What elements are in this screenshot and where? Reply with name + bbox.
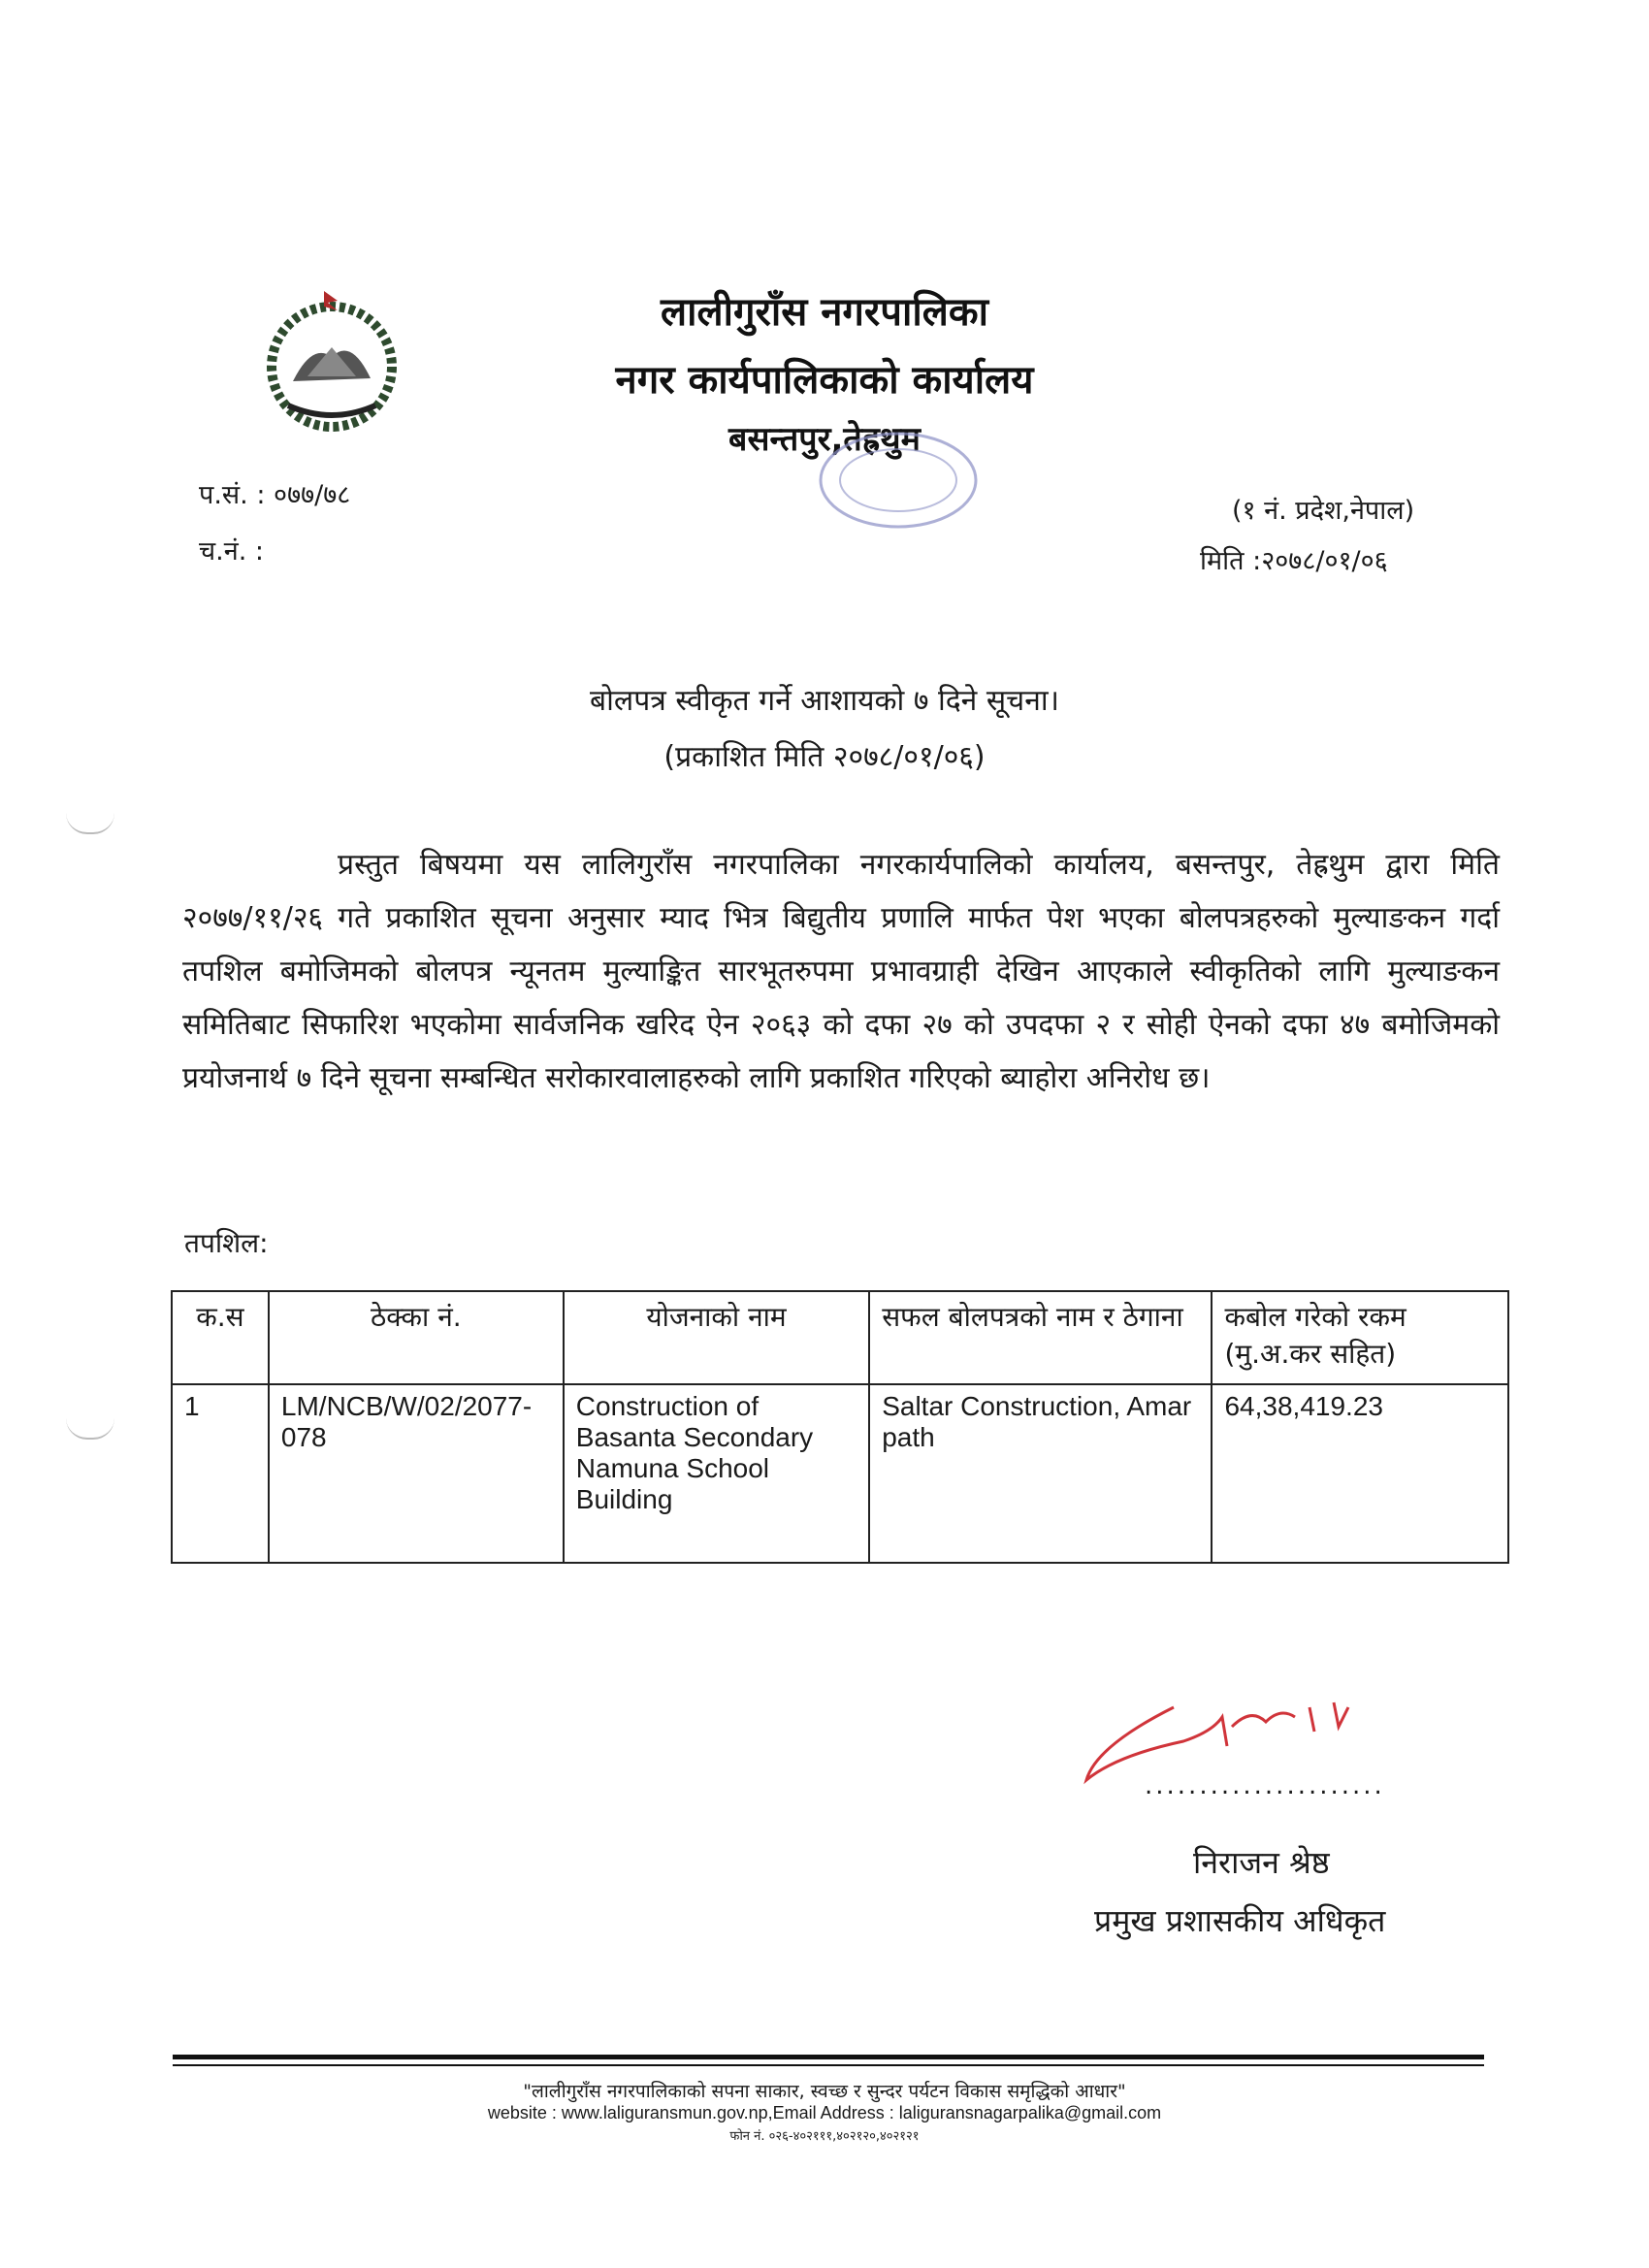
published-date: (प्रकाशित मिति २०७८/०१/०६)	[663, 740, 986, 774]
notice-title: बोलपत्र स्वीकृत गर्ने आशायको ७ दिने सूचना।	[590, 684, 1059, 718]
cell-amount: 64,38,419.23	[1212, 1384, 1508, 1563]
header-amount: कबोल गरेको रकम (मु.अ.कर सहित)	[1212, 1291, 1508, 1384]
signature-line: ......................	[1145, 1771, 1385, 1800]
punch-hole-mark	[66, 1418, 114, 1440]
org-name: लालीगुराँस नगरपालिका	[661, 290, 988, 335]
bid-table	[171, 1290, 1509, 1564]
table-row	[172, 1384, 1508, 1563]
header-sn: क.स	[172, 1291, 269, 1384]
office-location: बसन्तपुर,तेह्रथुम	[728, 420, 921, 459]
footer-slogan: "लालीगुराँस नगरपालिकाको सपना साकार, स्वच्छ र सुन्दर पर्यटन विकास समृद्धिको आधार"	[523, 2081, 1126, 2102]
province: (१ नं. प्रदेश,नेपाल)	[1232, 496, 1415, 526]
footer-contact: website : www.laliguransmun.gov.np,Email Address : laliguransnagarpalika@gmail.com	[487, 2103, 1162, 2122]
punch-hole-mark	[66, 813, 114, 834]
office-name: नगर कार्यपालिकाको कार्यालय	[615, 358, 1034, 403]
signatory-title: प्रमुख प्रशासकीय अधिकृत	[1094, 1902, 1386, 1939]
footer-rule-thin	[173, 2064, 1484, 2066]
header-bidder: सफल बोलपत्रको नाम र ठेगाना	[869, 1291, 1212, 1384]
schedule-label: तपशिल:	[184, 1227, 269, 1259]
nepal-emblem-icon	[254, 289, 409, 435]
signatory-name: निराजन श्रेष्ठ	[1193, 1844, 1330, 1881]
letter-date: मिति :२०७८/०१/०६	[1200, 546, 1388, 576]
table-header-row	[172, 1291, 1508, 1384]
dispatch-number: च.नं. :	[199, 536, 264, 567]
office-stamp-icon	[811, 427, 986, 534]
header-contract-no: ठेक्का नं.	[269, 1291, 564, 1384]
cell-bidder: Saltar Construction, Amar path	[869, 1384, 1212, 1563]
cell-contract-no: LM/NCB/W/02/2077-078	[269, 1384, 564, 1563]
cell-project: Construction of Basanta Secondary Namuna School Building	[564, 1384, 869, 1563]
reference-number: प.सं. : ०७७/७८	[199, 480, 351, 510]
footer-phone: फोन नं. ०२६-४०२१११,४०२१२०,४०२१२१	[729, 2129, 920, 2144]
footer-rule	[173, 2055, 1484, 2059]
notice-body: प्रस्तुत बिषयमा यस लालिगुराँस नगरपालिका नगरकार्यपालिको कार्यालय, बसन्तपुर, तेह्रथुम द्वारा मिति २०७७/११/२६ गते प्रकाशित सूचना अनुसार म्याद भित्र बिद्युतीय प्रणालि मार्फत पेश भएका बोलपत्रहरुको मुल्याङकन गर्दा तपशिल बमोजिमको बोलपत्र न्यूनतम मुल्याङ्कित सारभूतरुपमा प्रभावग्राही देखिन आएकाले स्वीकृतिको लागि मुल्याङकन समितिबाट सिफारिश भएकोमा सार्वजनिक खरिद ऐन २०६३ को दफा २७ को उपदफा २ र सोही ऐनको दफा ४७ बमोजिमको प्रयोजनार्थ ७ दिने सूचना सम्बन्धित सरोकारवालाहरुको लागि प्रकाशित गरिएको ब्याहोरा अनिरोध छ।	[182, 848, 1500, 1095]
header-project: योजनाको नाम	[564, 1291, 869, 1384]
cell-sn: 1	[172, 1384, 269, 1563]
